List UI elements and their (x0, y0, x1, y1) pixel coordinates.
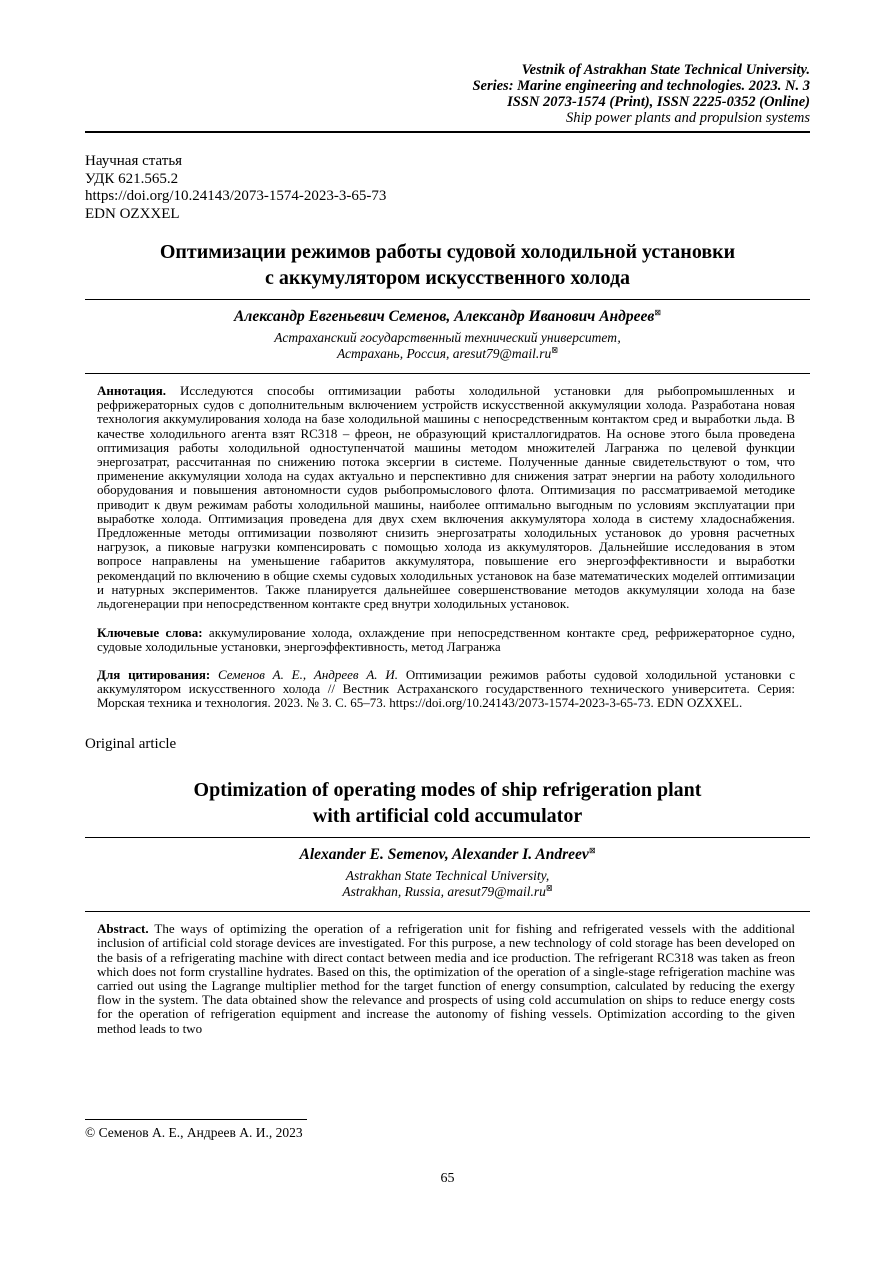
email-icon: ⊠ (588, 846, 596, 856)
authors-english (85, 846, 810, 864)
affiliation-russian-line1: Астраханский государственный технический университет, (274, 330, 621, 345)
title-russian-line2: с аккумулятором искусственного холода (264, 267, 631, 289)
footnote (85, 1119, 810, 1141)
affiliation-russian-line2: Астрахань, Россия, aresut79@mail.ru (337, 346, 552, 361)
abstract-russian-label: Аннотация. (97, 383, 167, 398)
journal-header (85, 62, 810, 133)
title-english (85, 777, 810, 829)
divider (85, 911, 810, 912)
authors-russian-names: Александр Евгеньевич Семенов, Александр Иванович Андреев (234, 308, 655, 325)
divider (85, 837, 810, 838)
citation-russian (97, 668, 795, 711)
abstract-english-text: The ways of optimizing the operation of a refrigeration unit for fishing and refrigerated vessels with the additional inclusion of artificial cold storage devices are investigated. For this purpose, a new technology of cold storage has been developed on the basis of a refrigerating machine with direct contact between media and ice production. The refrigerant RC318 was taken as freon which does not form crystalline hydrates. Based on this, the optimization of the operation of a single-stage refrigeration machine was carried out using the Lagrange multiplier method for the target function of energy consumption, calculated by reducing the exergy flow in the system. The data obtained show the relevance and prospects of using cold accumulation on ships to reduce energy costs for the operation of refrigeration equipment and increase the autonomy of fishing vessels. Optimization according to the given method leads to two (97, 921, 795, 1036)
abstract-english-label: Abstract. (97, 921, 149, 937)
title-russian (85, 239, 810, 291)
email-icon: ⊠ (545, 883, 553, 893)
copyright-notice: © Семенов А. Е., Андреев А. И., 2023 (85, 1125, 303, 1140)
authors-russian (85, 308, 810, 326)
title-english-line2: with artificial cold accumulator (312, 805, 583, 828)
edn-code: EDN OZXXEL (85, 205, 180, 222)
citation-text: Оптимизации режимов работы судовой холодильной установки с аккумулятором искусственного холода // Вестник Астраханского государственного технического университета. Серия: Морская техника и технология. 2023. № 3. С. 65–73. https://doi.org/10.24143/2073-1574-2023-3-65-73. EDN OZXXEL. (97, 666, 796, 711)
page-number: 65 (440, 1171, 455, 1186)
affiliation-russian (85, 330, 810, 362)
title-russian-line1: Оптимизации режимов работы судовой холодильной установки (159, 241, 736, 263)
udc-number: УДК 621.565.2 (85, 170, 179, 187)
journal-section: Ship power plants and propulsion systems (566, 110, 810, 126)
keywords-russian (97, 626, 795, 654)
affiliation-english-line2: Astrakhan, Russia, aresut79@mail.ru (342, 884, 546, 900)
journal-series: Series: Marine engineering and technologies. 2023. N. 3 (472, 78, 810, 94)
journal-title: Vestnik of Astrakhan State Technical University. (521, 62, 810, 78)
citation-authors: Семенов А. Е., Андреев А. И. (218, 666, 398, 682)
article-type-label: Научная статья (85, 153, 183, 169)
email-icon: ⊠ (551, 345, 558, 355)
doi-link: https://doi.org/10.24143/2073-1574-2023-3-65-73 (85, 188, 387, 204)
email-icon: ⊠ (654, 307, 661, 317)
abstract-russian-text: Исследуются способы оптимизации работы холодильной установки для рыбопромышленных и рефрижераторных судов с дополнительным включением устройств искусственной аккумуляции холода. Разработана новая технология аккумулирования холода на базе холодильной машины с непосредственным контактом сред и выработки льда. В качестве холодильного агента взят RC318 – фреон, не образующий кристаллогидратов. На основе этого была проведена оптимизация работы холодильной одноступенчатой машины методом множителей Лагранжа по целевой функции энергозатрат, рассчитанная по снижению потока эксергии в системе. Полученные данные свидетельствуют о том, что применение аккумуляции холода на судах актуально и перспективно для снижения затрат энергии на работу холодильного оборудования и повышения автономности судов рыбопромыслового флота. Оптимизация по рассматриваемой методике приводит к двум режимам работы холодильной машины, наиболее оптимально выгодным по условиям эксплуатации при выработке холода. Оптимизация проведена для двух схем включения аккумулятора холода в систему хладоснабжения. Предложенные методы оптимизации позволяют снизить энергозатраты холодильных установок до уровня расчетных нагрузок, а пиковые нагрузки компенсировать с помощью холода из аккумуляторов. Дальнейшие исследования в этом вопросе направлены на уменьшение габаритов аккумулятора, повышение его энергоэффективности и выработки рекомендаций по включению в общие схемы судовых холодильных установок на базе математических моделей оптимизации и натурных экспериментов. Также планируется дальнейшее совершенствование методов аккумуляции холода на базе льдогенерации при непосредственном контакте сред внутри холодильных установок. (97, 383, 795, 612)
article-meta (85, 153, 810, 223)
title-english-line1: Optimization of operating modes of ship refrigeration plant (193, 779, 702, 802)
affiliation-english (85, 868, 810, 900)
abstract-russian (97, 384, 795, 611)
abstract-english (97, 922, 795, 1036)
keywords-russian-text: аккумулирование холода, охлаждение при непосредственном контакте сред, рефрижераторное судно, судовые холодильные установки, энергоэффективность, метод Лагранжа (97, 625, 795, 655)
keywords-russian-label: Ключевые слова: (97, 625, 203, 641)
divider (85, 373, 810, 374)
original-article-label: Original article (85, 736, 177, 753)
affiliation-english-line1: Astrakhan State Technical University, (345, 868, 550, 884)
footnote-rule (85, 1119, 307, 1120)
journal-issn: ISSN 2073-1574 (Print), ISSN 2225-0352 (Online) (507, 94, 810, 110)
divider (85, 299, 810, 300)
citation-label: Для цитирования: (97, 666, 211, 682)
authors-english-names: Alexander E. Semenov, Alexander I. Andreev (299, 846, 589, 864)
